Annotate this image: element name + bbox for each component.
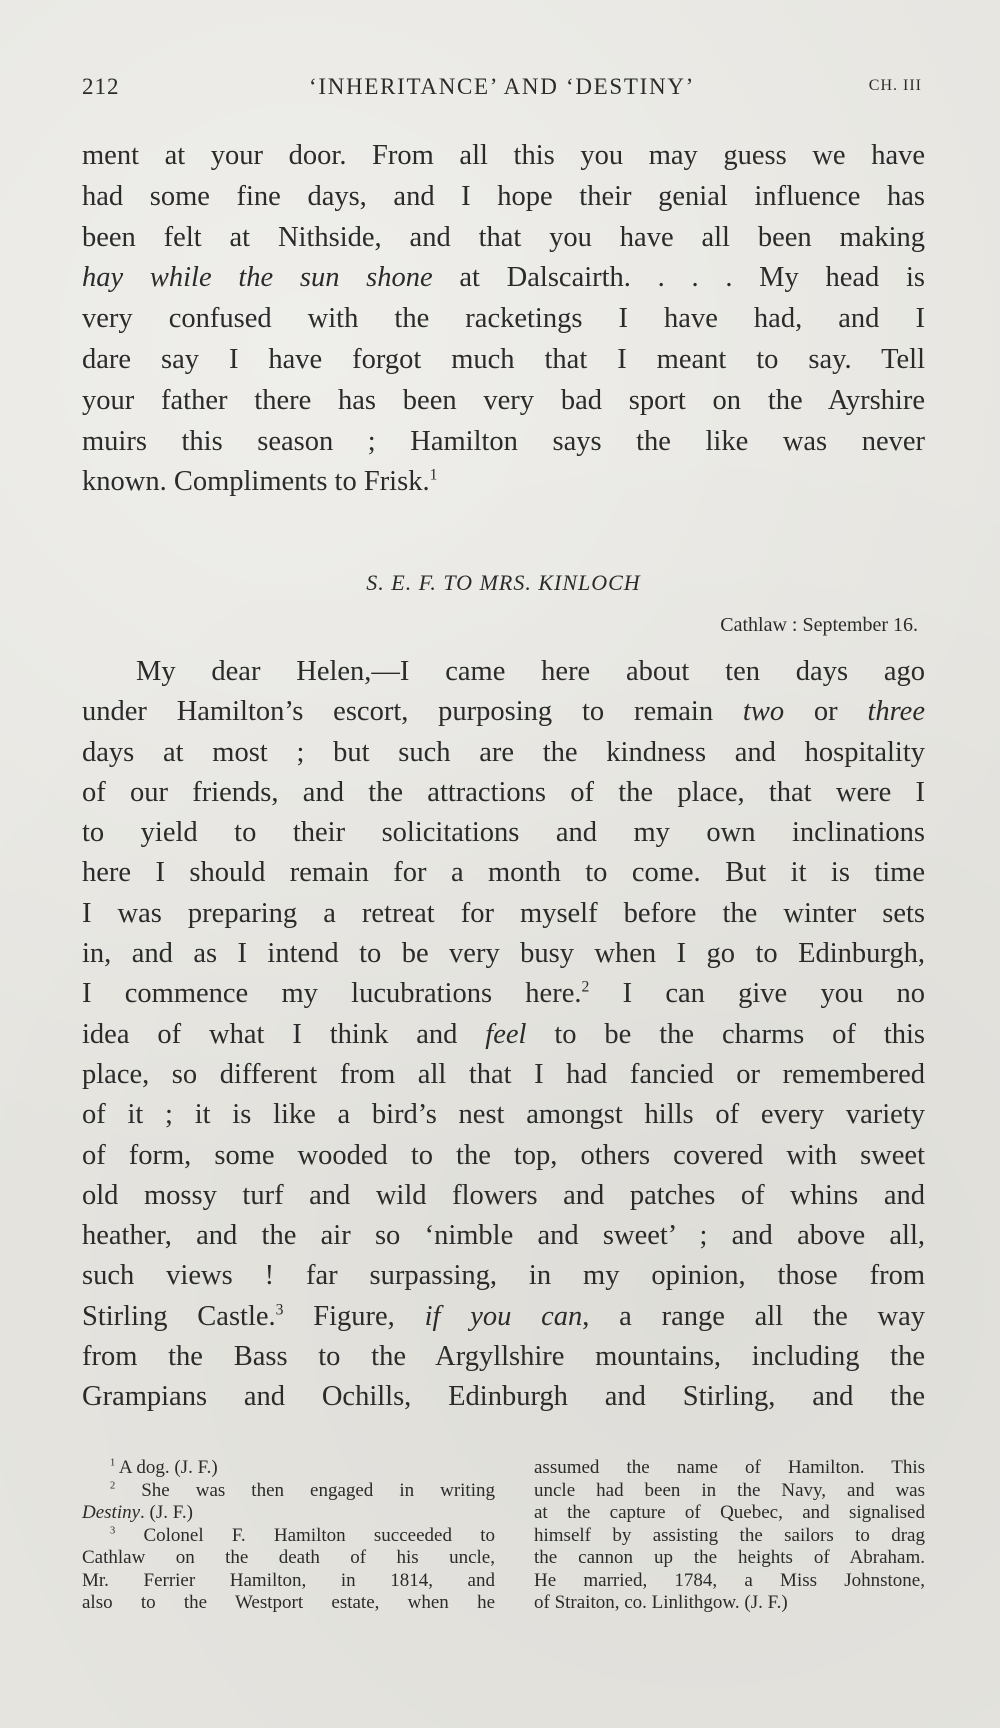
footnote-line: Destiny. (J. F.)	[82, 1502, 193, 1523]
footnote-line: also to the Westport estate, when he	[82, 1592, 495, 1613]
text-line: hay while the sun shone at Dalscairth. . . . My head is	[82, 262, 925, 294]
text-line: My dear Helen,—I came here about ten days ago	[136, 656, 925, 687]
italic-word: feel	[485, 1018, 527, 1050]
italic-title: Destiny	[82, 1502, 141, 1523]
text-line: been felt at Nithside, and that you have all been making	[82, 221, 925, 253]
text-line: idea of what I think and feel to be the charms of this	[82, 1018, 925, 1050]
footnote-line: uncle had been in the Navy, and was	[534, 1479, 925, 1501]
footnote-line: He married, 1784, a Miss Johnstone,	[534, 1569, 925, 1591]
text-line: of it ; it is like a bird’s nest amongst hills of every variety	[82, 1099, 925, 1131]
running-title: ‘INHERITANCE’ AND ‘DESTINY’	[308, 74, 695, 99]
text-line: in, and as I intend to be very busy when I go to Edinburgh,	[82, 938, 925, 970]
chapter-label: CH. III	[868, 77, 922, 94]
footnote-line: assumed the name of Hamilton. This	[534, 1457, 925, 1478]
italic-word: two	[742, 696, 785, 728]
text-line: from the Bass to the Argyllshire mountains, including the	[82, 1341, 925, 1373]
text-line: your father there has been very bad sport on the Ayrshire	[82, 384, 925, 416]
italic-word: three	[867, 696, 925, 728]
footnote-line: at the capture of Quebec, and signalised	[534, 1502, 925, 1523]
italic-phrase: if you can	[424, 1300, 583, 1332]
footnote-line: the cannon up the heights of Abraham.	[534, 1547, 925, 1568]
text-line: to yield to their solicitations and my own inclinations	[82, 817, 925, 849]
footnote-2: $^2$ She was then engaged in writing	[110, 1479, 495, 1501]
footnote-1: $^1$ A dog. (J. F.)	[110, 1457, 218, 1478]
footnote-reference: 1	[429, 466, 438, 484]
paragraph-continuation	[82, 136, 925, 503]
letter-heading: S. E. F. TO MRS. KINLOCH	[366, 570, 641, 595]
text-line: such views ! far surpassing, in my opinion, those from	[82, 1260, 925, 1292]
text-line: Grampians and Ochills, Edinburgh and Stirling, and the	[82, 1381, 925, 1413]
letter-body	[82, 652, 925, 1418]
footnote-reference: 3	[275, 1301, 284, 1319]
text-line: days at most ; but such are the kindness and hospitality	[82, 736, 925, 768]
footnote-line: himself by assisting the sailors to drag	[534, 1524, 925, 1546]
text-line: dare say I have forgot much that I meant to say. Tell	[82, 343, 925, 375]
text-segment: known. Compliments to Frisk.	[82, 466, 430, 498]
page-number: 212	[82, 74, 120, 99]
text-line: very confused with the racketings I have had, and I	[82, 303, 925, 335]
text-line: I commence my lucubrations here.$^2$ I can give you no	[82, 978, 925, 1010]
footnote-column-right	[534, 1457, 925, 1615]
letter-dateline: Cathlaw : September 16.	[720, 614, 918, 636]
footnote-marker: 1	[110, 1457, 116, 1469]
text-line: muirs this season ; Hamilton says the like was never	[82, 425, 925, 457]
text-line: of form, some wooded to the top, others covered with sweet	[82, 1139, 925, 1171]
text-line: old mossy turf and wild flowers and patches of whins and	[82, 1179, 925, 1211]
footnote-line: Mr. Ferrier Hamilton, in 1814, and	[82, 1569, 495, 1591]
text-line: I was preparing a retreat for myself before the winter sets	[82, 897, 925, 929]
footnote-3: $^3$ Colonel F. Hamilton succeeded to	[110, 1524, 495, 1546]
footnote-column-left	[82, 1457, 495, 1615]
text-line: heather, and the air so ‘nimble and sweet’ ; and above all,	[82, 1220, 925, 1252]
footnote-marker: 3	[110, 1525, 116, 1537]
text-line	[82, 462, 925, 503]
footnote-reference: 2	[581, 978, 590, 996]
text-line: here I should remain for a month to come. But it is time	[82, 857, 925, 889]
text-line: of our friends, and the attractions of the place, that were I	[82, 776, 925, 808]
text-line: under Hamilton’s escort, purposing to remain two or three	[82, 696, 925, 728]
text-line: place, so different from all that I had fancied or remembered	[82, 1058, 925, 1090]
footnote-line: Cathlaw on the death of his uncle,	[82, 1547, 495, 1568]
text-line: ment at your door. From all this you may guess we have	[82, 140, 925, 171]
text-line: had some fine days, and I hope their genial influence has	[82, 180, 925, 212]
page-header	[82, 74, 922, 108]
text-line: Stirling Castle.$^3$ Figure, if you can, a range all the way	[82, 1300, 925, 1332]
italic-phrase: hay while the sun shone	[82, 262, 433, 294]
footnote-line: of Straiton, co. Linlithgow. (J. F.)	[534, 1592, 788, 1613]
footnote-marker: 2	[110, 1480, 116, 1492]
